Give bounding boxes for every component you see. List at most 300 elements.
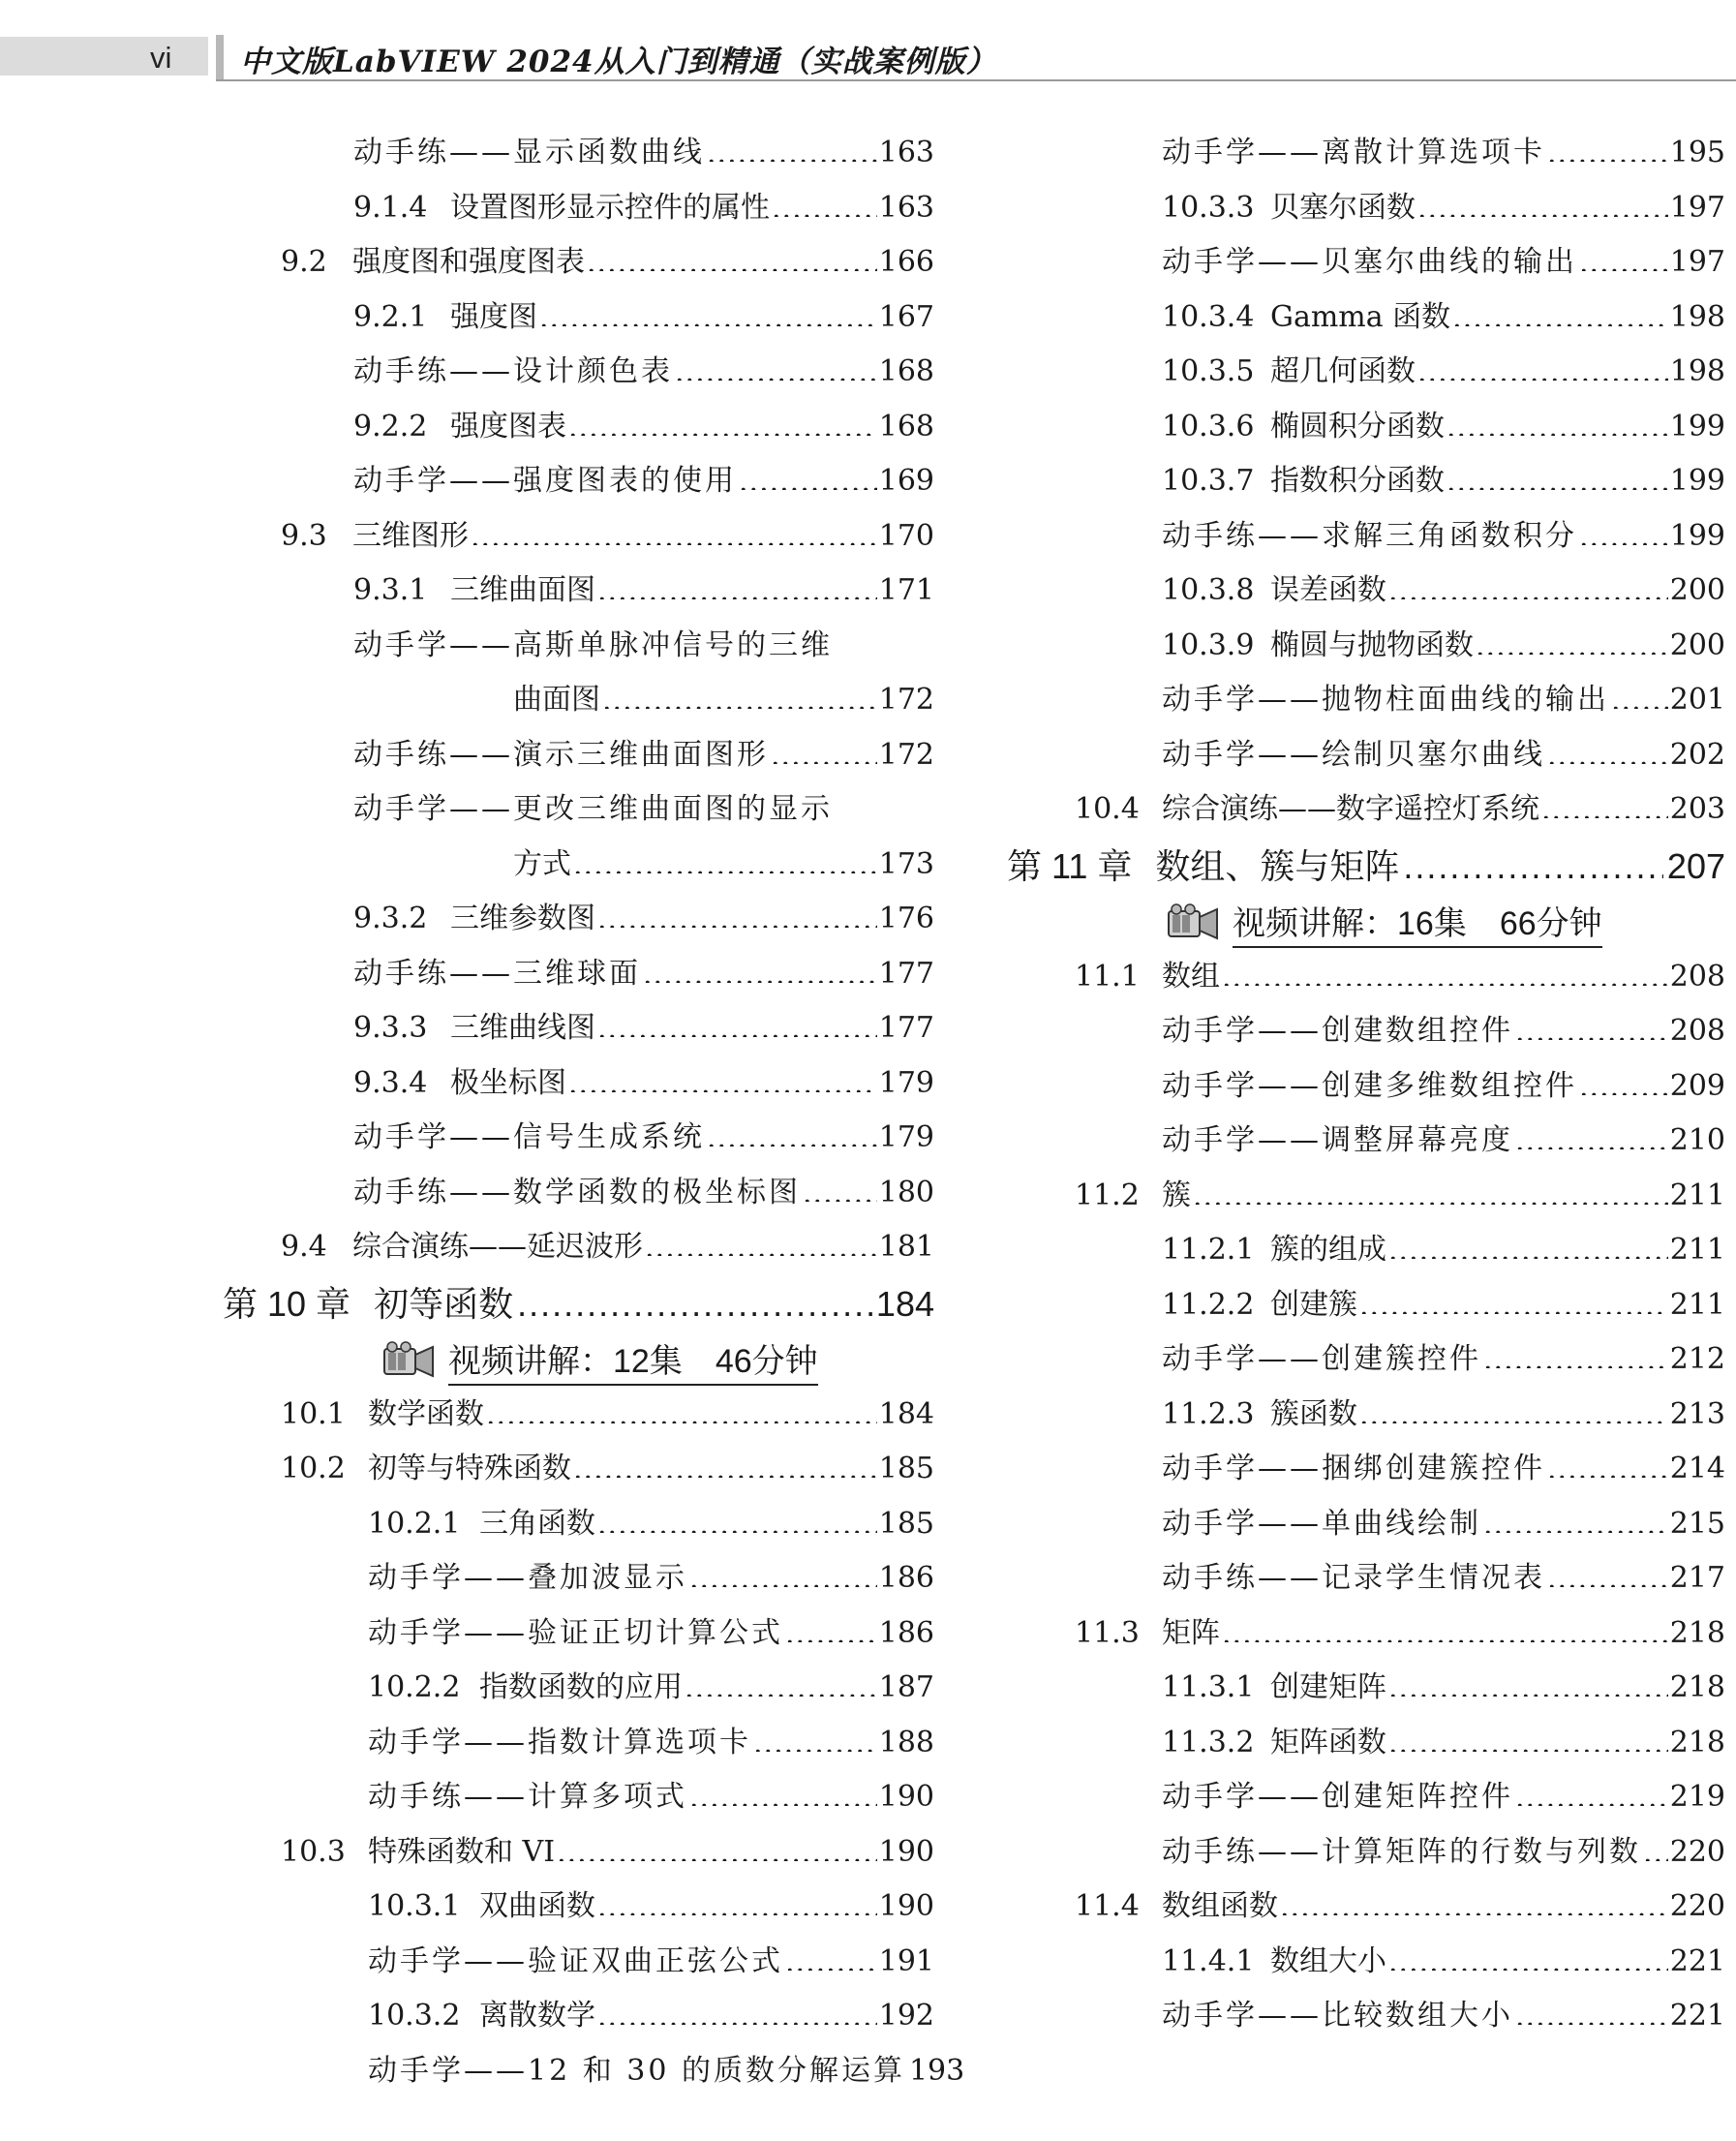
entry-number: 10.3.4 xyxy=(1162,299,1255,334)
chapter-title: 初等函数 xyxy=(374,1283,514,1324)
entry-title: 三维曲线图 xyxy=(450,1011,595,1045)
entry-number: 10.2.2 xyxy=(368,1670,461,1704)
page-ref: 200 xyxy=(1669,627,1725,662)
toc-exercise-entry[interactable] xyxy=(223,947,934,1002)
dot-leader xyxy=(1417,182,1668,217)
page-ref: 221 xyxy=(1669,1943,1725,1978)
dot-leader xyxy=(1579,510,1668,545)
entry-title: 三维曲面图 xyxy=(450,573,595,607)
entry-number: 9.3 xyxy=(281,518,327,553)
entry-number: 9.1.4 xyxy=(353,190,428,225)
page-ref: 195 xyxy=(1669,136,1725,169)
entry-title: 动手练——设计颜色表 xyxy=(353,354,673,388)
entry-title: 方式 xyxy=(513,846,571,881)
dot-leader xyxy=(1476,620,1668,655)
dot-leader xyxy=(1222,1607,1668,1642)
toc-exercise-entry[interactable] xyxy=(1007,1059,1725,1115)
dot-leader xyxy=(645,1221,877,1256)
entry-title: 动手学——捆绑创建簇控件 xyxy=(1162,1452,1545,1485)
dot-leader xyxy=(597,1498,877,1533)
page-ref: 167 xyxy=(878,299,934,334)
entry-title: 强度图和强度图表 xyxy=(352,245,585,279)
entry-title: 特殊函数和 VI xyxy=(368,1834,556,1869)
entry-number: 10.3 xyxy=(281,1834,346,1869)
toc-subsection-entry[interactable] xyxy=(1007,345,1725,400)
dot-leader xyxy=(1359,1389,1668,1423)
page-ref: 218 xyxy=(1669,1670,1725,1704)
page-ref: 190 xyxy=(878,1834,934,1869)
page-ref: 213 xyxy=(1669,1396,1725,1431)
entry-title: 动手学——创建矩阵控件 xyxy=(1162,1780,1513,1814)
entry-number: 9.3.2 xyxy=(353,902,428,935)
toc-subsection-entry[interactable] xyxy=(223,1661,934,1716)
toc-exercise-entry[interactable] xyxy=(223,1111,934,1166)
entry-title: 矩阵函数 xyxy=(1270,1725,1386,1759)
dot-leader xyxy=(1515,1005,1668,1040)
toc-exercise-entry[interactable] xyxy=(223,728,934,783)
dot-leader xyxy=(539,291,877,326)
page-ref: 188 xyxy=(878,1725,934,1759)
toc-exercise-entry[interactable] xyxy=(1007,1989,1725,2044)
page-ref: 170 xyxy=(878,518,934,553)
page-ref: 201 xyxy=(1669,683,1725,717)
page-ref: 185 xyxy=(878,1452,934,1485)
toc-section-entry[interactable] xyxy=(223,1220,934,1275)
dot-leader xyxy=(1579,1060,1668,1095)
dot-leader xyxy=(1547,1443,1668,1478)
page-ref: 163 xyxy=(878,136,934,169)
toc-section-entry[interactable] xyxy=(223,235,934,291)
page-ref: 163 xyxy=(878,190,934,225)
entry-number: 11.1 xyxy=(1075,959,1140,994)
toc-subsection-entry[interactable] xyxy=(1007,1278,1725,1333)
dot-leader xyxy=(689,1771,877,1806)
dot-leader xyxy=(1447,401,1668,436)
chapter-number: 第 10 章 xyxy=(223,1283,351,1324)
entry-title: 强度图表 xyxy=(450,409,566,443)
toc-left-column xyxy=(223,126,965,2098)
entry-title: 综合演练——数字遥控灯系统 xyxy=(1162,792,1539,826)
entry-number: 11.4.1 xyxy=(1162,1943,1255,1978)
page-ref: 207 xyxy=(1666,845,1725,886)
toc-exercise-entry[interactable] xyxy=(1007,509,1725,565)
entry-number: 11.4 xyxy=(1075,1889,1140,1923)
toc-exercise-entry[interactable] xyxy=(223,126,934,181)
entry-title: 创建矩阵 xyxy=(1270,1670,1386,1704)
toc-subsection-entry[interactable] xyxy=(1007,1935,1725,1990)
page-ref: 200 xyxy=(1669,573,1725,607)
dot-leader xyxy=(785,1607,877,1642)
page-ref: 203 xyxy=(1669,792,1725,826)
page-ref: 197 xyxy=(1669,245,1725,279)
entry-title: 动手学——绘制贝塞尔曲线 xyxy=(1162,737,1545,772)
page-ref: 177 xyxy=(878,1011,934,1045)
toc-subsection-entry[interactable] xyxy=(1007,454,1725,509)
dot-leader xyxy=(1388,1936,1668,1971)
toc-subsection-entry[interactable] xyxy=(1007,1223,1725,1278)
entry-title: 动手学——单曲线绘制 xyxy=(1162,1506,1481,1541)
toc-subsection-entry[interactable] xyxy=(1007,400,1725,455)
entry-title: 超几何函数 xyxy=(1270,354,1416,388)
page-ref: 217 xyxy=(1669,1561,1725,1595)
entry-title: 误差函数 xyxy=(1270,573,1386,607)
dot-leader xyxy=(785,1936,877,1971)
entry-number: 9.4 xyxy=(281,1230,327,1264)
book-title: 中文版LabVIEW 2024从入门到精通（实战案例版） xyxy=(240,45,997,79)
entry-title: 动手学——创建数组控件 xyxy=(1162,1014,1513,1048)
entry-title: 动手学——12 和 30 的质数分解运算 xyxy=(368,2053,905,2088)
toc-exercise-entry[interactable] xyxy=(223,619,934,674)
video-info xyxy=(1007,896,1725,950)
entry-title: 极坐标图 xyxy=(450,1065,566,1100)
entry-number: 10.3.7 xyxy=(1162,464,1255,498)
entry-title: 指数积分函数 xyxy=(1270,464,1445,498)
page-ref: 168 xyxy=(878,409,934,443)
toc-subsection-entry[interactable] xyxy=(1007,619,1725,674)
page-ref: 211 xyxy=(1669,1233,1725,1267)
dot-leader xyxy=(573,1443,877,1478)
entry-title: 椭圆与抛物函数 xyxy=(1270,627,1474,662)
page-ref: 208 xyxy=(1669,959,1725,994)
video-camera-icon xyxy=(1167,903,1221,942)
page-ref: 172 xyxy=(878,737,934,772)
entry-title: 数组大小 xyxy=(1270,1943,1386,1978)
toc-exercise-entry[interactable] xyxy=(223,345,934,400)
page-ref: 187 xyxy=(878,1670,934,1704)
dot-leader xyxy=(685,1662,877,1697)
page-ref: 172 xyxy=(878,683,934,717)
page-ref: 220 xyxy=(1669,1889,1725,1923)
dot-leader xyxy=(707,1112,877,1147)
entry-number: 11.2 xyxy=(1075,1178,1140,1212)
dot-leader xyxy=(1547,1552,1668,1587)
page-number: vi xyxy=(150,41,172,75)
page-ref: 218 xyxy=(1669,1615,1725,1650)
toc-exercise-entry[interactable] xyxy=(1007,1551,1725,1606)
dot-leader xyxy=(675,346,877,381)
toc-exercise-entry[interactable] xyxy=(223,1551,934,1606)
entry-title: 综合演练——延迟波形 xyxy=(352,1230,643,1264)
toc-section-entry[interactable] xyxy=(223,1388,934,1443)
dot-leader xyxy=(1280,1881,1668,1915)
page-ref: 181 xyxy=(878,1230,934,1264)
toc-exercise-entry[interactable] xyxy=(1007,1004,1725,1059)
page-ref: 193 xyxy=(908,2053,965,2088)
toc-exercise-entry[interactable] xyxy=(1007,1825,1725,1881)
entry-title: 动手学——比较数组大小 xyxy=(1162,1999,1513,2033)
dot-leader xyxy=(771,729,877,764)
entry-title: 动手学——强度图表的使用 xyxy=(353,464,737,498)
page-ref: 199 xyxy=(1669,464,1725,498)
page-ref: 184 xyxy=(878,1396,934,1431)
entry-title: 动手学——贝塞尔曲线的输出 xyxy=(1162,245,1577,279)
dot-leader xyxy=(1547,127,1668,162)
page-ref: 179 xyxy=(878,1065,934,1100)
dot-leader xyxy=(1193,1170,1668,1205)
entry-title: 强度图 xyxy=(450,299,537,334)
entry-title: 动手练——计算多项式 xyxy=(368,1780,687,1814)
entry-title: 数组函数 xyxy=(1162,1889,1278,1923)
page-ref: 185 xyxy=(878,1506,934,1541)
toc-section-entry[interactable] xyxy=(223,1825,934,1881)
dot-leader xyxy=(1447,455,1668,490)
toc-subsection-entry[interactable] xyxy=(223,1989,934,2044)
dot-leader xyxy=(1222,951,1668,986)
dot-leader xyxy=(739,455,877,490)
dot-leader xyxy=(587,236,877,271)
toc-subsection-entry[interactable] xyxy=(223,892,934,947)
dot-leader xyxy=(643,948,877,983)
header-rule xyxy=(216,79,1736,81)
dot-leader xyxy=(772,182,877,217)
entry-number: 9.3.4 xyxy=(353,1065,428,1100)
dot-leader xyxy=(1388,1224,1668,1259)
toc-exercise-entry[interactable] xyxy=(1007,1114,1725,1169)
page-ref: 211 xyxy=(1669,1287,1725,1322)
dot-leader xyxy=(707,127,877,162)
toc-subsection-entry[interactable] xyxy=(223,291,934,346)
dot-leader xyxy=(597,1881,877,1915)
toc-exercise-entry[interactable] xyxy=(223,1606,934,1662)
dot-leader xyxy=(517,1275,872,1317)
dot-leader xyxy=(471,510,877,545)
toc-section-entry[interactable] xyxy=(1007,1880,1725,1935)
entry-title: 动手学——验证双曲正弦公式 xyxy=(368,1943,783,1978)
dot-leader xyxy=(1579,236,1668,271)
toc-exercise-entry[interactable] xyxy=(223,1166,934,1221)
toc-subsection-entry[interactable] xyxy=(223,181,934,236)
toc-exercise-entry[interactable] xyxy=(1007,1332,1725,1388)
toc-exercise-entry[interactable] xyxy=(223,1935,934,1990)
page-ref: 202 xyxy=(1669,737,1725,772)
entry-number: 10.3.9 xyxy=(1162,627,1255,662)
dot-leader xyxy=(1483,1498,1668,1533)
entry-number: 9.3.1 xyxy=(353,573,428,607)
entry-number: 10.2 xyxy=(281,1452,346,1485)
page-ref: 199 xyxy=(1669,518,1725,553)
entry-title: 动手练——记录学生情况表 xyxy=(1162,1561,1545,1595)
entry-title: 动手学——离散计算选项卡 xyxy=(1162,136,1545,169)
toc-subsection-entry[interactable] xyxy=(1007,1388,1725,1443)
entry-title: 三维参数图 xyxy=(450,902,595,935)
toc-section-entry[interactable] xyxy=(1007,782,1725,838)
entry-number: 10.3.1 xyxy=(368,1889,461,1923)
toc-subsection-entry[interactable] xyxy=(223,1001,934,1056)
toc-section-entry[interactable] xyxy=(223,509,934,565)
page-ref: 198 xyxy=(1669,299,1725,334)
entry-title: 动手学——更改三维曲面图的显示 xyxy=(353,792,833,826)
page-ref: 190 xyxy=(878,1780,934,1814)
page-ref: 218 xyxy=(1669,1725,1725,1759)
page-ref: 197 xyxy=(1669,190,1725,225)
dot-leader xyxy=(1388,1717,1668,1752)
dot-leader xyxy=(573,839,877,873)
toc-subsection-entry[interactable] xyxy=(223,1056,934,1112)
page-ref: 168 xyxy=(878,354,934,388)
entry-number: 10.1 xyxy=(281,1396,346,1431)
toc-exercise-entry[interactable] xyxy=(1007,1770,1725,1825)
toc-exercise-entry[interactable] xyxy=(223,782,934,838)
entry-title: 动手学——叠加波显示 xyxy=(368,1561,687,1595)
dot-leader xyxy=(1359,1279,1668,1314)
toc-subsection-entry[interactable] xyxy=(1007,564,1725,619)
dot-leader xyxy=(1515,1771,1668,1806)
entry-title: 簇 xyxy=(1162,1178,1191,1212)
page-ref: 191 xyxy=(878,1943,934,1978)
page-ref: 176 xyxy=(878,902,934,935)
toc-exercise-entry[interactable] xyxy=(223,1716,934,1771)
toc-exercise-entry[interactable] xyxy=(1007,728,1725,783)
toc-exercise-entry[interactable] xyxy=(1007,126,1725,181)
toc-subsection-entry[interactable] xyxy=(1007,1716,1725,1771)
entry-title: Gamma 函数 xyxy=(1270,299,1451,334)
dot-leader xyxy=(568,1057,877,1092)
toc-exercise-entry[interactable] xyxy=(223,454,934,509)
dot-leader xyxy=(1388,565,1668,599)
entry-title: 动手练——数学函数的极坐标图 xyxy=(353,1175,801,1209)
entry-number: 10.3.6 xyxy=(1162,409,1255,443)
page-ref: 220 xyxy=(1669,1834,1725,1869)
entry-title: 创建簇 xyxy=(1270,1287,1357,1322)
dot-leader xyxy=(1417,346,1668,381)
toc-subsection-entry[interactable] xyxy=(1007,181,1725,236)
page-ref: 186 xyxy=(878,1561,934,1595)
dot-leader xyxy=(1515,1990,1668,2025)
toc-subsection-entry[interactable] xyxy=(223,1497,934,1552)
toc-exercise-entry[interactable] xyxy=(223,2044,965,2099)
entry-title: 三角函数 xyxy=(479,1506,595,1541)
dot-leader xyxy=(597,565,877,599)
entry-title: 动手练——三维球面 xyxy=(353,956,641,991)
toc-subsection-entry[interactable] xyxy=(223,564,934,619)
page-number-band xyxy=(0,37,208,76)
chapter-heading[interactable] xyxy=(1007,838,1725,896)
dot-leader xyxy=(1403,838,1663,879)
entry-title: 动手练——计算矩阵的行数与列数 xyxy=(1162,1834,1641,1869)
toc-exercise-entry[interactable] xyxy=(223,673,934,728)
entry-title: 动手学——高斯单脉冲信号的三维 xyxy=(353,627,833,662)
entry-title: 动手学——调整屏幕亮度 xyxy=(1162,1123,1513,1157)
toc-exercise-entry[interactable] xyxy=(223,1770,934,1825)
entry-number: 9.3.3 xyxy=(353,1011,428,1045)
entry-number: 9.2.2 xyxy=(353,409,428,443)
dot-leader xyxy=(753,1717,877,1752)
page-ref: 177 xyxy=(878,956,934,991)
page-ref: 184 xyxy=(875,1283,934,1324)
page-ref: 209 xyxy=(1669,1068,1725,1103)
dot-leader xyxy=(803,1167,877,1202)
page-ref: 169 xyxy=(878,464,934,498)
toc-exercise-entry[interactable] xyxy=(223,838,934,893)
entry-title: 贝塞尔函数 xyxy=(1270,190,1416,225)
header-divider xyxy=(216,35,224,79)
toc-right-column xyxy=(1007,126,1725,2044)
video-camera-icon xyxy=(382,1341,437,1380)
entry-title: 动手练——显示函数曲线 xyxy=(353,136,705,169)
entry-number: 11.3.2 xyxy=(1162,1725,1255,1759)
dot-leader xyxy=(1541,783,1668,818)
entry-number: 11.3.1 xyxy=(1162,1670,1255,1704)
dot-leader xyxy=(1515,1115,1668,1149)
toc-exercise-entry[interactable] xyxy=(1007,1442,1725,1497)
chapter-number: 第 11 章 xyxy=(1007,845,1133,886)
page-ref: 214 xyxy=(1669,1452,1725,1485)
page-ref: 199 xyxy=(1669,409,1725,443)
dot-leader xyxy=(557,1826,877,1861)
page-ref: 192 xyxy=(878,1999,934,2033)
dot-leader xyxy=(568,401,877,436)
toc-subsection-entry[interactable] xyxy=(1007,291,1725,346)
chapter-title: 数组、簇与矩阵 xyxy=(1155,845,1400,886)
entry-title: 动手学——抛物柱面曲线的输出 xyxy=(1162,683,1609,717)
page-ref: 212 xyxy=(1669,1342,1725,1376)
dot-leader xyxy=(1452,291,1668,326)
page-ref: 210 xyxy=(1669,1123,1725,1157)
entry-number: 9.2 xyxy=(281,245,327,279)
dot-leader xyxy=(689,1552,877,1587)
toc-subsection-entry[interactable] xyxy=(223,1880,934,1935)
entry-title: 动手学——创建簇控件 xyxy=(1162,1342,1481,1376)
toc-exercise-entry[interactable] xyxy=(1007,235,1725,291)
entry-title: 数学函数 xyxy=(368,1396,484,1431)
page-ref: 186 xyxy=(878,1615,934,1650)
dot-leader xyxy=(597,1990,877,2025)
entry-title: 椭圆积分函数 xyxy=(1270,409,1445,443)
entry-title: 动手学——创建多维数组控件 xyxy=(1162,1068,1577,1103)
toc-section-entry[interactable] xyxy=(223,1442,934,1497)
toc-section-entry[interactable] xyxy=(1007,1606,1725,1662)
dot-leader xyxy=(597,893,877,928)
entry-number: 10.3.5 xyxy=(1162,354,1255,388)
dot-leader xyxy=(1388,1662,1668,1697)
entry-title: 动手练——求解三角函数积分 xyxy=(1162,518,1577,553)
page-ref: 211 xyxy=(1669,1178,1725,1212)
entry-title: 动手学——信号生成系统 xyxy=(353,1120,705,1154)
entry-number: 11.2.2 xyxy=(1162,1287,1255,1322)
entry-title: 矩阵 xyxy=(1162,1615,1220,1650)
page-ref: 166 xyxy=(878,245,934,279)
page-ref: 171 xyxy=(878,573,934,607)
entry-title: 动手学——验证正切计算公式 xyxy=(368,1615,783,1650)
toc-subsection-entry[interactable] xyxy=(223,400,934,455)
entry-title: 动手练——演示三维曲面图形 xyxy=(353,737,769,772)
dot-leader xyxy=(1643,1826,1668,1861)
entry-title: 初等与特殊函数 xyxy=(368,1452,571,1485)
toc-subsection-entry[interactable] xyxy=(1007,1661,1725,1716)
page-ref: 198 xyxy=(1669,354,1725,388)
dot-leader xyxy=(486,1389,877,1423)
toc-exercise-entry[interactable] xyxy=(1007,1497,1725,1552)
page-header xyxy=(0,29,1736,87)
entry-number: 9.2.1 xyxy=(353,299,428,334)
page-ref: 215 xyxy=(1669,1506,1725,1541)
page-ref: 190 xyxy=(878,1889,934,1923)
entry-title: 双曲函数 xyxy=(479,1889,595,1923)
entry-title: 曲面图 xyxy=(513,683,600,717)
entry-title: 设置图形显示控件的属性 xyxy=(450,190,770,225)
page-ref: 219 xyxy=(1669,1780,1725,1814)
page-ref: 208 xyxy=(1669,1014,1725,1048)
entry-number: 11.2.1 xyxy=(1162,1233,1255,1267)
chapter-heading[interactable] xyxy=(223,1275,934,1333)
toc-exercise-entry[interactable] xyxy=(1007,673,1725,728)
toc-section-entry[interactable] xyxy=(1007,950,1725,1005)
toc-section-entry[interactable] xyxy=(1007,1169,1725,1224)
page-ref: 180 xyxy=(878,1175,934,1209)
page-ref: 179 xyxy=(878,1120,934,1154)
dot-leader xyxy=(597,1002,877,1037)
entry-number: 11.2.3 xyxy=(1162,1396,1255,1431)
